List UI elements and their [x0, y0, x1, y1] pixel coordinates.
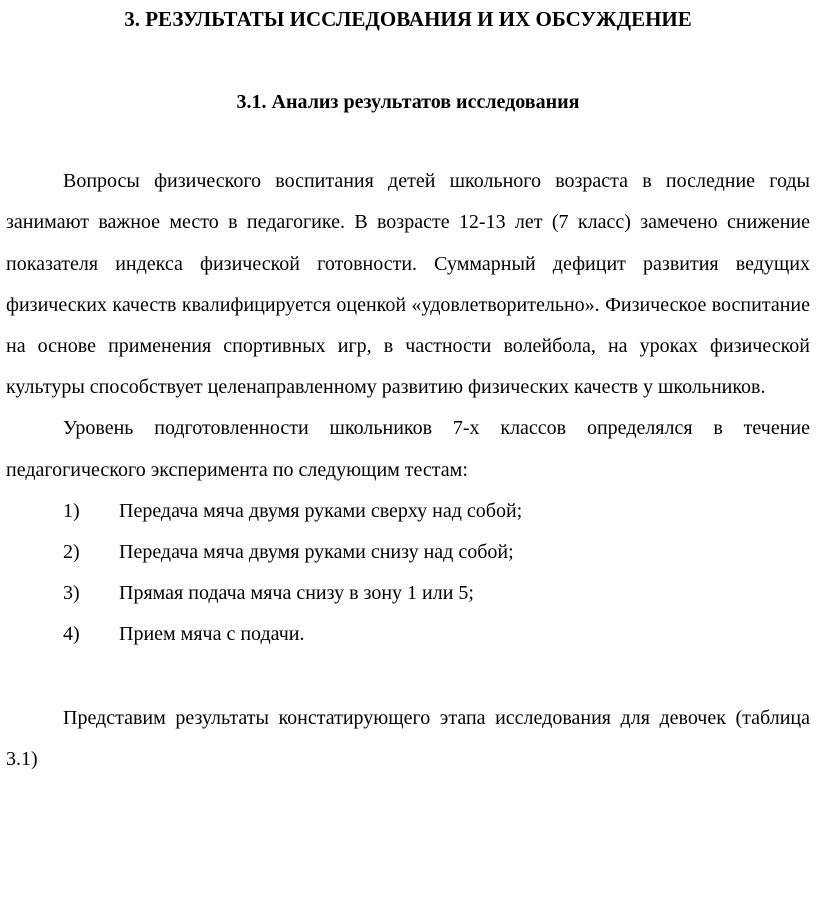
subsection-title: 3.1. Анализ результатов исследования [236, 91, 580, 114]
paragraph-tests-lead: Уровень подготовленности школьников 7-х классов определялся в течение педагогического эксперимента по следующим тестам: [6, 417, 810, 481]
tests-list [6, 491, 810, 656]
list-item-text: Прямая подача мяча снизу в зону 1 или 5; [119, 582, 474, 605]
list-item [6, 573, 810, 614]
paragraph-results-lead: Представим результаты констатирующего этапа исследования для девочек (таблица 3.1) [6, 706, 810, 770]
list-item-number: 2) [63, 540, 80, 563]
list-item [6, 532, 810, 573]
list-item [6, 491, 810, 532]
section-title: 3. РЕЗУЛЬТАТЫ ИССЛЕДОВАНИЯ И ИХ ОБСУЖДЕНИЕ [124, 7, 692, 31]
list-item-number: 1) [63, 499, 80, 522]
list-item-text: Передача мяча двумя руками снизу над собой; [119, 540, 514, 563]
list-item-number: 3) [63, 582, 80, 605]
list-item-text: Передача мяча двумя руками сверху над собой; [119, 499, 523, 522]
list-item-number: 4) [63, 623, 80, 646]
list-item [6, 614, 810, 655]
paragraph-intro: Вопросы физического воспитания детей школьного возраста в последние годы занимают важное место в педагогике. В возрасте 12-13 лет (7 класс) замечено снижение показателя индекса физической готовности. Суммарный дефицит развития ведущих физических качеств квалифицируется оценкой «удовлетворительно». Физическое воспитание на основе применения спортивных игр, в частности волейбола, на уроках физической культуры способствует целенаправленному развитию физических качеств у школьников. [6, 170, 810, 399]
list-item-text: Прием мяча с подачи. [119, 623, 305, 646]
